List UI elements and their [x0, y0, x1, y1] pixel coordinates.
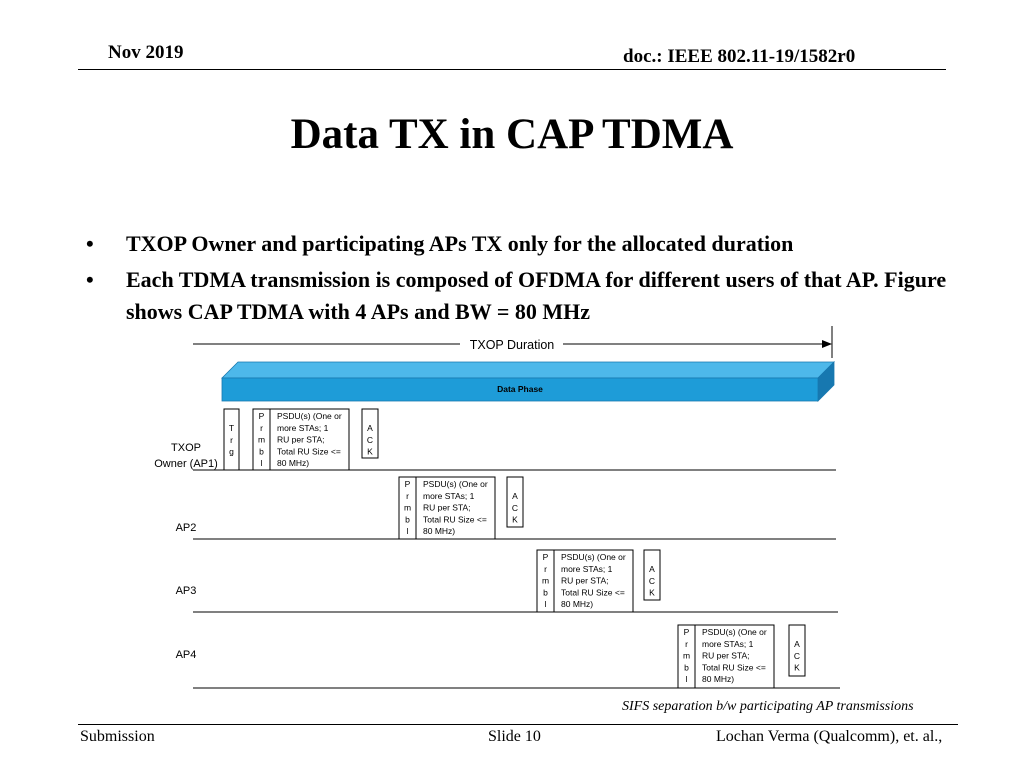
ap4-psdu-label: Total RU Size <=: [702, 662, 766, 673]
ap3-ack-label: A: [649, 564, 655, 574]
footer-rule: [78, 724, 958, 725]
sifs-caption: SIFS separation b/w participating AP transmissions: [622, 699, 914, 714]
footer-author: Lochan Verma (Qualcomm), et. al.,: [716, 728, 943, 745]
slide-title: Data TX in CAP TDMA: [290, 111, 734, 158]
ap2-psdu-label: 80 MHz): [423, 526, 456, 537]
ap3-ack-label: K: [649, 587, 655, 598]
ap3-ack-label: C: [648, 575, 656, 586]
ap4-ack-label: C: [793, 650, 801, 661]
ap1-preamble-label: l: [260, 458, 263, 469]
ap1-psdu-label: Total RU Size <=: [277, 446, 341, 457]
footer-submission: Submission: [80, 728, 155, 745]
ap2-preamble-label: l: [406, 526, 409, 537]
ap4-psdu-label: PSDU(s) (One or: [702, 627, 767, 637]
ap1-ack-label: A: [367, 423, 373, 433]
ap2-ack-label: K: [512, 514, 518, 525]
ap4-preamble-label: b: [684, 662, 689, 673]
ap3-psdu-label: more STAs; 1: [561, 563, 613, 574]
ap1-preamble-label: r: [260, 422, 263, 433]
row-label-ap2: AP2: [175, 522, 197, 534]
ap1-preamble-label: b: [259, 446, 264, 457]
trigger-label: T: [228, 423, 235, 433]
ap4-psdu-label: 80 MHz): [702, 674, 735, 685]
row-label-ap4: AP4: [175, 649, 197, 661]
ap3-preamble-label: P: [542, 552, 549, 562]
ap1-ack-label: C: [366, 434, 374, 445]
data-phase-top: [222, 362, 834, 378]
ap3-preamble-label: b: [543, 587, 548, 598]
ap1-psdu-label: PSDU(s) (One or: [277, 411, 342, 421]
ap4-preamble-label: r: [685, 638, 688, 649]
ap1-preamble-label: m: [257, 434, 266, 445]
frame-blocks: [224, 409, 805, 688]
row-label-ap1-line2: Owner (AP1): [154, 458, 218, 470]
ap2-psdu-label: Total RU Size <=: [423, 514, 487, 525]
ap2-psdu-label: more STAs; 1: [423, 490, 475, 501]
ap3-preamble-label: r: [544, 563, 547, 574]
ap2-ack-label: C: [511, 502, 519, 513]
ap4-ack-label: A: [794, 639, 800, 649]
ap1-ack-label: K: [367, 446, 373, 457]
bullet-text: TXOP Owner and participating APs TX only for the allocated duration: [126, 231, 794, 256]
row-label-ap3: AP3: [175, 585, 197, 597]
bullet-dot: •: [86, 267, 94, 292]
trigger-label: r: [230, 434, 233, 445]
footer-slide-number: Slide 10: [488, 728, 541, 745]
ap4-preamble-label: l: [685, 674, 688, 685]
ap1-psdu-label: 80 MHz): [277, 458, 310, 469]
data-phase-label: Data Phase: [497, 384, 543, 394]
ap2-psdu-label: RU per STA;: [423, 502, 471, 513]
ap1-psdu-label: more STAs; 1: [277, 422, 329, 433]
bullet-text: Each TDMA transmission is composed of OFDMA for different users of that AP. Figure shows CAP TDMA with 4 APs and BW = 80 MHz: [126, 267, 947, 324]
row-label-ap1-line1: TXOP: [171, 442, 201, 454]
ap4-ack-label: K: [794, 662, 800, 673]
ap4-preamble-label: m: [682, 650, 691, 661]
ap3-psdu-label: RU per STA;: [561, 575, 609, 586]
ap1-psdu-label: RU per STA;: [277, 434, 325, 445]
txop-duration-label: TXOP Duration: [469, 338, 555, 352]
header-doc-id: doc.: IEEE 802.11-19/1582r0: [623, 46, 856, 67]
ap2-preamble-label: r: [406, 490, 409, 501]
ap4-psdu-label: more STAs; 1: [702, 638, 754, 649]
ap3-preamble-label: m: [541, 575, 550, 586]
ap1-preamble-label: P: [258, 411, 265, 421]
bullet-dot: •: [86, 231, 94, 256]
ap3-psdu-label: 80 MHz): [561, 599, 594, 610]
trigger-label: g: [229, 446, 234, 457]
ap3-psdu-label: Total RU Size <=: [561, 587, 625, 598]
ap2-ack-label: A: [512, 491, 518, 501]
ap2-preamble-label: P: [404, 479, 411, 489]
ap4-preamble-label: P: [683, 627, 690, 637]
ap2-preamble-label: b: [405, 514, 410, 525]
ap2-preamble-label: m: [403, 502, 412, 513]
ap2-psdu-label: PSDU(s) (One or: [423, 479, 488, 489]
ap4-psdu-label: RU per STA;: [702, 650, 750, 661]
header-date: Nov 2019: [108, 42, 184, 63]
ap3-psdu-label: PSDU(s) (One or: [561, 552, 626, 562]
ap3-preamble-label: l: [544, 599, 547, 610]
